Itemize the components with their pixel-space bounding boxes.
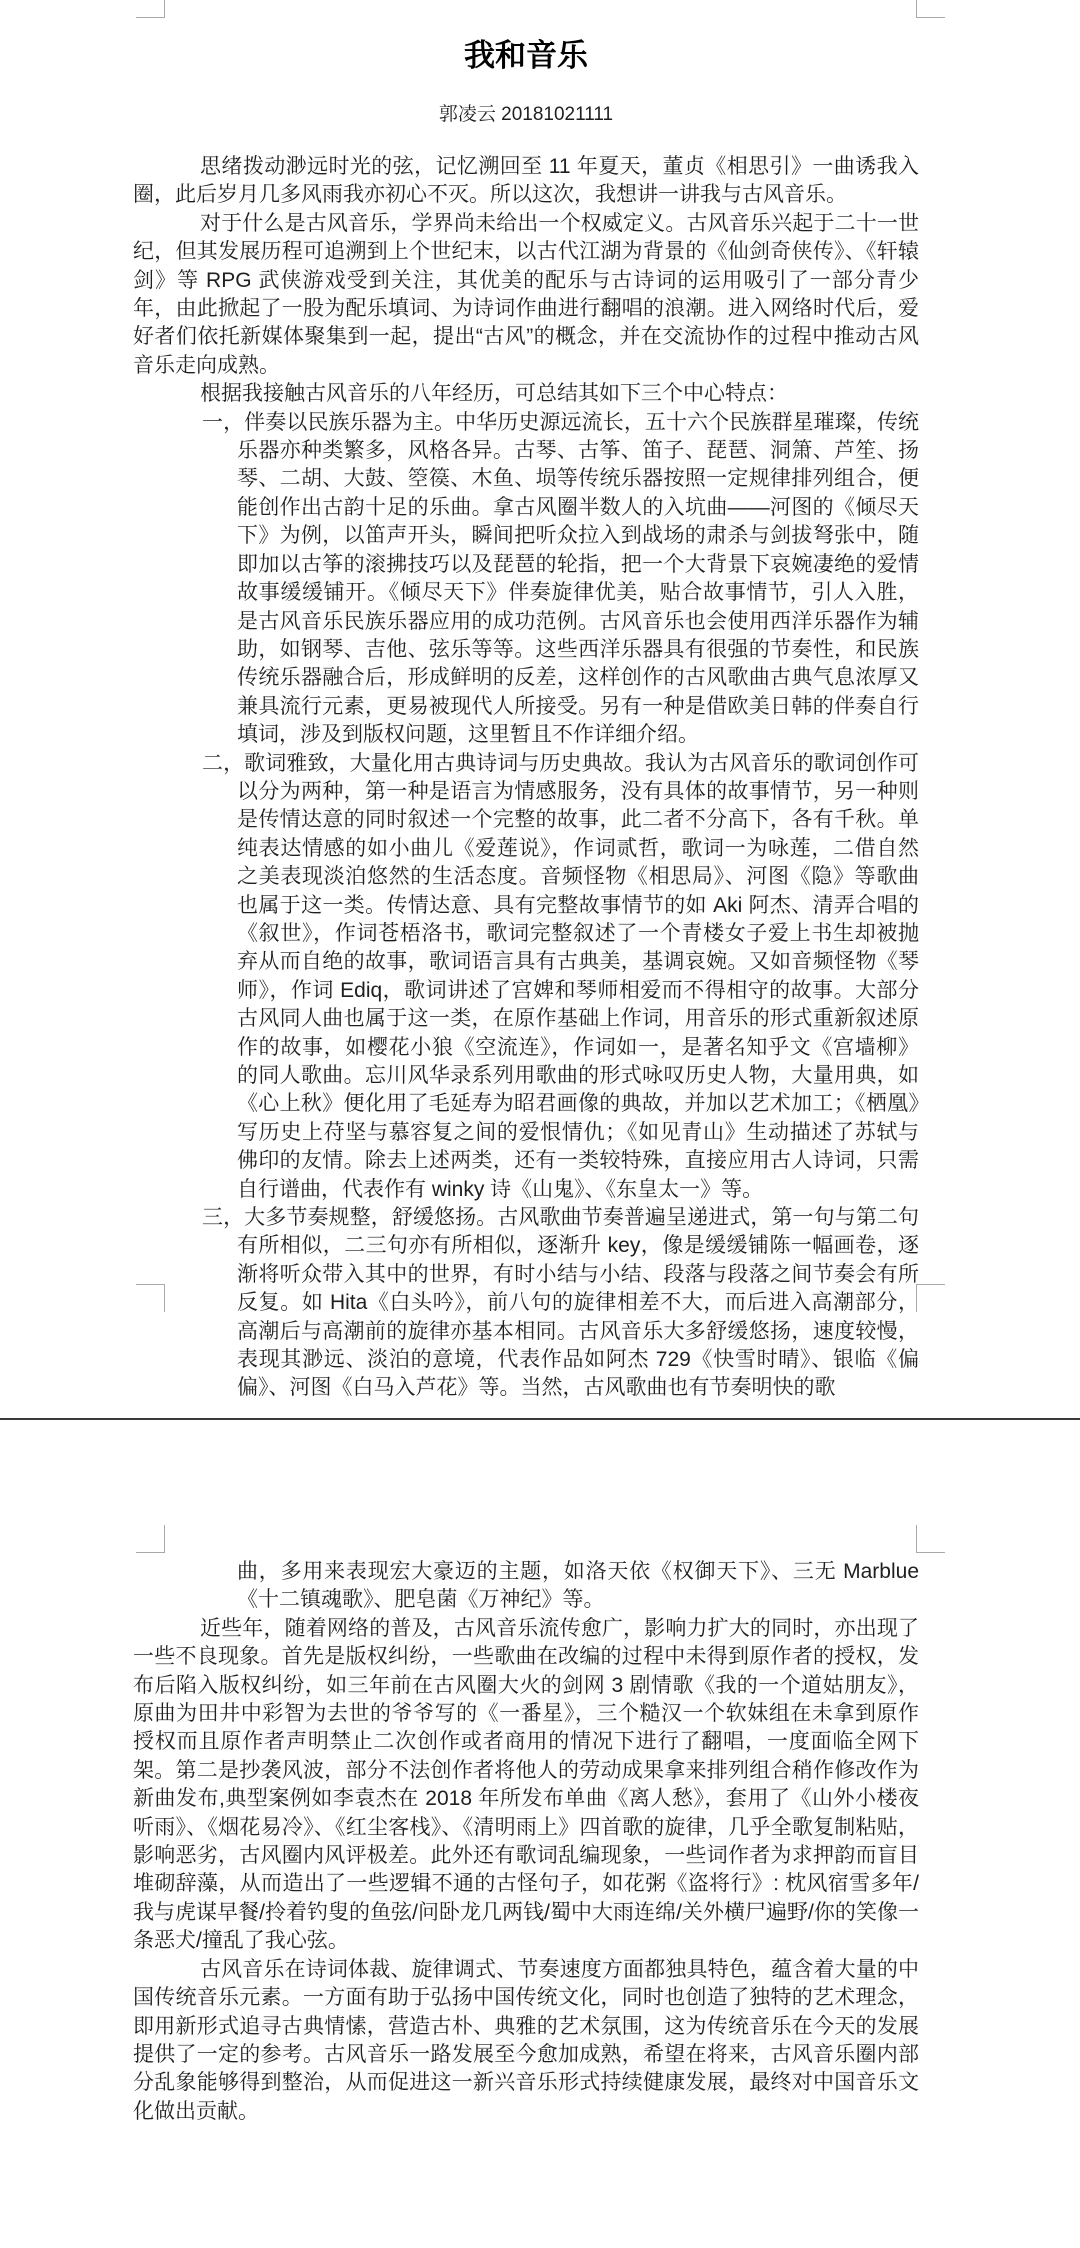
paragraph: 思绪拨动渺远时光的弦，记忆溯回至 11 年夏天，董贞《相思引》一曲诱我入圈，此后岁月几多风雨我亦初心不灭。所以这次，我想讲一讲我与古风音乐。 [133,155,919,207]
paragraph: 对于什么是古风音乐，学界尚未给出一个权威定义。古风音乐兴起于二十一世纪，但其发展历程可追溯到上个世纪末，以古代江湖为背景的《仙剑奇侠传》、《轩辕剑》等 RPG 武侠游戏受到关注，其优美的配乐与古诗词的运用吸引了一部分青少年，由此掀起了一股为配乐填词、为诗词作曲进行翻唱的浪潮。进入网络时代后，爱好者们依托新媒体聚集到一起，提出“古风”的概念，并在交流协作的过程中推动古风音乐走向成熟。 [133,211,919,377]
page-2-content [133,1420,919,2126]
list-item: 三，大多节奏规整，舒缓悠扬。古风歌曲节奏普遍呈递进式，第一句与第二句有所相似，二三句亦有所相似，逐渐升 key，像是缓缓铺陈一幅画卷，逐渐将听众带入其中的世界，有时小结与小结、段落与段落之间节奏会有所反复。如 Hita《白头吟》，前八句的旋律相差不大，而后进入高潮部分，高潮后与高潮前的旋律亦基本相同。古风音乐大多舒缓悠扬，速度较慢，表现其渺远、淡泊的意境，代表作品如阿杰 729《快雪时晴》、银临《偏偏》、河图《白马入芦花》等。当然，古风歌曲也有节奏明快的歌 [202,1206,919,1400]
paragraph: 古风音乐在诗词体裁、旋律调式、节奏速度方面都独具特色，蕴含着大量的中国传统音乐元素。一方面有助于弘扬中国传统文化，同时也创造了独特的艺术理念，即用新形式追寻古典情愫，营造古朴、典雅的艺术氛围，这为传统音乐在今天的发展提供了一定的参考。古风音乐一路发展至今愈加成熟，希望在将来，古风音乐圈内部分乱象能够得到整治，从而促进这一新兴音乐形式持续健康发展，最终对中国音乐文化做出贡献。 [133,1957,919,2123]
paragraph: 根据我接触古风音乐的八年经历，可总结其如下三个中心特点： [200,382,788,406]
paragraph: 近些年，随着网络的普及，古风音乐流传愈广，影响力扩大的同时，亦出现了一些不良现象。首先是版权纠纷，一些歌曲在改编的过程中未得到原作者的授权，发布后陷入版权纠纷，如三年前在古风圈大火的剑网 3 剧情歌《我的一个道姑朋友》，原曲为田井中彩智为去世的爷爷写的《一番星》，三个糙汉一个软妹组在未拿到原作授权而且原作者声明禁止二次创作或者商用的情况下进行了翻唱，一度面临全网下架。第二是抄袭风波，部分不法创作者将他人的劳动成果拿来排列组合稍作修改作为新曲发布,典型案例如李袁杰在 2018 年所发布单曲《离人愁》，套用了《山外小楼夜听雨》、《烟花易冷》、《红尘客栈》、《清明雨上》四首歌的旋律，几乎全歌复制粘贴，影响恶劣，古风圈内风评极差。此外还有歌词乱编现象，一些词作者为求押韵而盲目堆砌辞藻，从而造出了一些逻辑不通的古怪句子，如花粥《盗将行》: 枕风宿雪多年/我与虎谋早餐/拎着钓叟的鱼弦/问卧龙几两钱/蜀中大雨连绵/关外横尸遍野/你的笑像一条恶犬/撞乱了我心弦。 [133,1616,919,1953]
list-item: 二，歌词雅致，大量化用古典诗词与历史典故。我认为古风音乐的歌词创作可以分为两种，第一种是语言为情感服务，没有具体的故事情节，另一种则是传情达意的同时叙述一个完整的故事，此二者不分高下，各有千秋。单纯表达情感的如小曲儿《爱莲说》，作词贰哲，歌词一为咏莲，二借自然之美表现淡泊悠然的生活态度。音频怪物《相思局》、河图《隐》等歌曲也属于这一类。传情达意、具有完整故事情节的如 Aki 阿杰、清弄合唱的《叙世》，作词苍梧洛书，歌词完整叙述了一个青楼女子爱上书生却被抛弃从而自绝的故事，歌词语言具有古典美，基调哀婉。又如音频怪物《琴师》，作词 Ediq，歌词讲述了宫婢和琴师相爱而不得相守的故事。大部分古风同人曲也属于这一类，在原作基础上作词，用音乐的形式重新叙述原作的故事，如樱花小狼《空流连》，作词如一，是著名知乎文《宫墙柳》的同人歌曲。忘川风华录系列用歌曲的形式咏叹历史人物，大量用典，如《心上秋》便化用了毛延寿为昭君画像的典故，并加以艺术加工；《栖凰》写历史上苻坚与慕容复之间的爱恨情仇；《如见青山》生动描述了苏轼与佛印的友情。除去上述两类，还有一类较特殊，直接应用古人诗词，只需自行谱曲，代表作有 winky 诗《山鬼》、《东皇太一》等。 [202,751,919,1201]
page-1-body [133,153,919,1403]
document-title: 我和音乐 [464,38,588,73]
author-line: 郭凌云 20181021111 [438,104,614,125]
list-item: 一，伴奏以民族乐器为主。中华历史源远流长，五十六个民族群星璀璨，传统乐器亦种类繁多，风格各异。古琴、古筝、笛子、琵琶、洞箫、芦笙、扬琴、二胡、大鼓、箜篌、木鱼、埙等传统乐器按照一定规律排列组合，便能创作出古韵十足的乐曲。拿古风圈半数人的入坑曲——河图的《倾尽天下》为例，以笛声开头，瞬间把听众拉入到战场的肃杀与剑拔弩张中，随即加以古筝的滚拂技巧以及琵琶的轮指，把一个大背景下哀婉凄绝的爱情故事缓缓铺开。《倾尽天下》伴奏旋律优美，贴合故事情节，引人入胜，是古风音乐民族乐器应用的成功范例。古风音乐也会使用西洋乐器作为辅助，如钢琴、吉他、弦乐等等。这些西洋乐器具有很强的节奏性，和民族传统乐器融合后，形成鲜明的反差，这样创作的古风歌曲古典气息浓厚又兼具流行元素，更易被现代人所接受。另有一种是借欧美日韩的伴奏自行填词，涉及到版权问题，这里暂且不作详细介绍。 [202,410,919,747]
page-1-content [133,0,919,1403]
crop-mark-top-right [916,1525,945,1553]
page-2 [0,1420,1080,2248]
crop-mark-top-right [916,0,945,18]
page-2-body [133,1420,919,2126]
crop-mark-bottom-right [916,1284,945,1312]
list-item: 曲，多用来表现宏大豪迈的主题，如洛天依《权御天下》、三无 Marblue《十二镇魂歌》、肥皂菌《万神纪》等。 [237,1560,919,1612]
